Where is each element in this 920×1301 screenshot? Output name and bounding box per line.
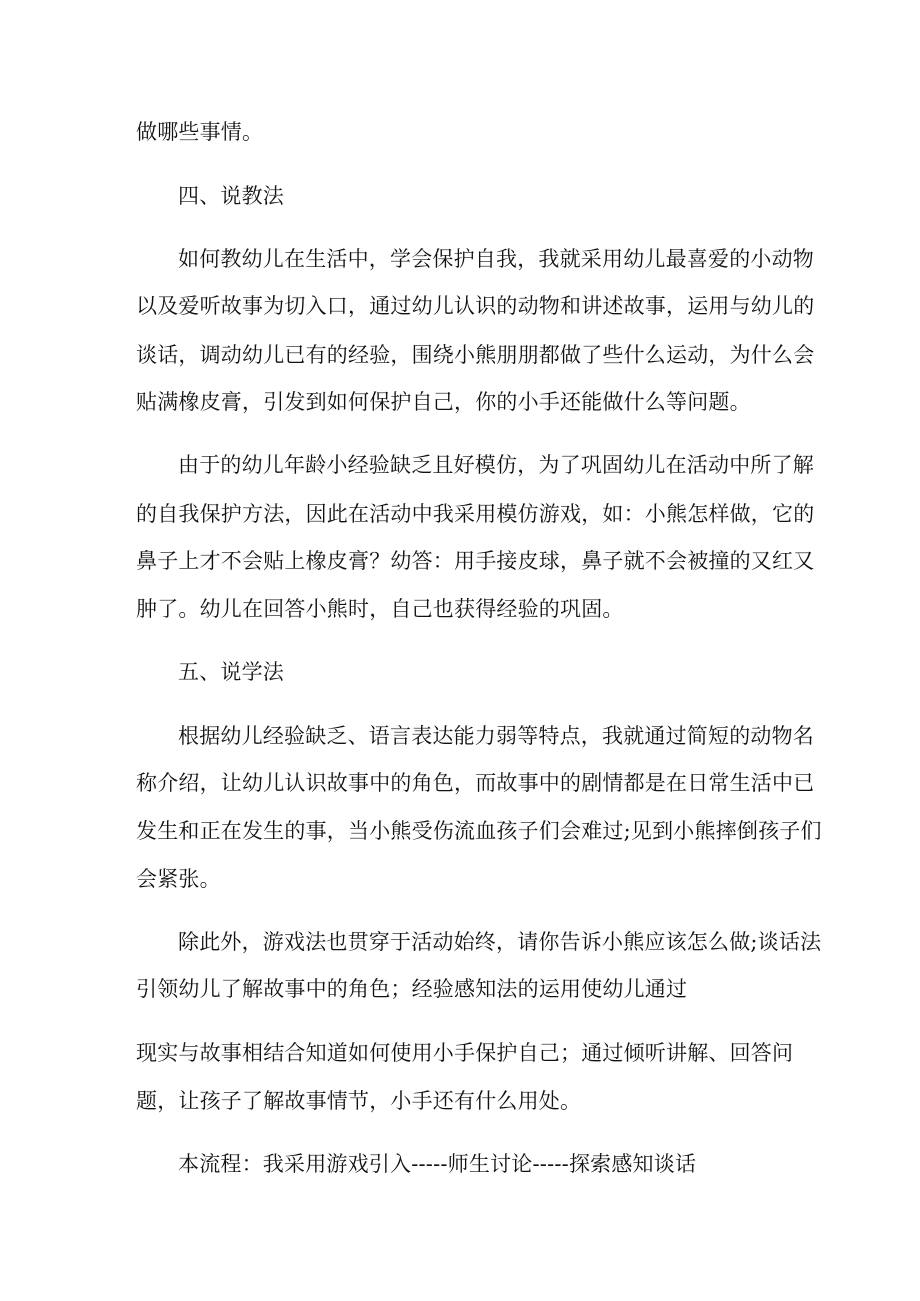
paragraph-line: 以及爱听故事为切入口，通过幼儿认识的动物和讲述故事，运用与幼儿的 (136, 294, 815, 318)
paragraph-line: 鼻子上才不会贴上橡皮膏？幼答：用手接皮球，鼻子就不会被撞的又红又 (136, 549, 815, 573)
section-heading-learning-method: 五、说学法 (178, 660, 284, 684)
paragraph-line: 本流程：我采用游戏引入-----师生讨论-----探索感知谈话 (178, 1152, 697, 1176)
paragraph-line: 现实与故事相结合知道如何使用小手保护自己；通过倾听讲解、回答问 (136, 1041, 794, 1065)
paragraph-line: 称介绍，让幼儿认识故事中的角色，而故事中的剧情都是在日常生活中已 (136, 771, 815, 795)
paragraph-line: 如何教幼儿在生活中，学会保护自我，我就采用幼儿最喜爱的小动物 (178, 247, 814, 271)
paragraph-line: 除此外，游戏法也贯穿于活动始终，请你告诉小熊应该怎么做;谈话法 (178, 930, 822, 954)
paragraph-line: 贴满橡皮膏，引发到如何保护自己，你的小手还能做什么等问题。 (136, 390, 751, 414)
paragraph-line: 根据幼儿经验缺乏、语言表达能力弱等特点，我就通过简短的动物名 (178, 724, 814, 748)
paragraph-line: 会紧张。 (136, 867, 221, 891)
paragraph-line: 由于的幼儿年龄小经验缺乏且好模仿，为了巩固幼儿在活动中所了解 (178, 453, 814, 477)
paragraph-line: 做哪些事情。 (136, 120, 264, 144)
paragraph-line: 肿了。幼儿在回答小熊时，自己也获得经验的巩固。 (136, 597, 624, 621)
section-heading-teaching-method: 四、说教法 (178, 184, 284, 208)
paragraph-line: 发生和正在发生的事，当小熊受伤流血孩子们会难过;见到小熊摔倒孩子们 (136, 819, 822, 843)
paragraph-line: 谈话，调动幼儿已有的经验，围绕小熊朋朋都做了些什么运动，为什么会 (136, 343, 815, 367)
paragraph-line: 题，让孩子了解故事情节，小手还有什么用处。 (136, 1089, 582, 1113)
paragraph-line: 的自我保护方法，因此在活动中我采用模仿游戏，如：小熊怎样做，它的 (136, 502, 815, 526)
paragraph-line: 引领幼儿了解故事中的角色；经验感知法的运用使幼儿通过 (136, 977, 688, 1001)
